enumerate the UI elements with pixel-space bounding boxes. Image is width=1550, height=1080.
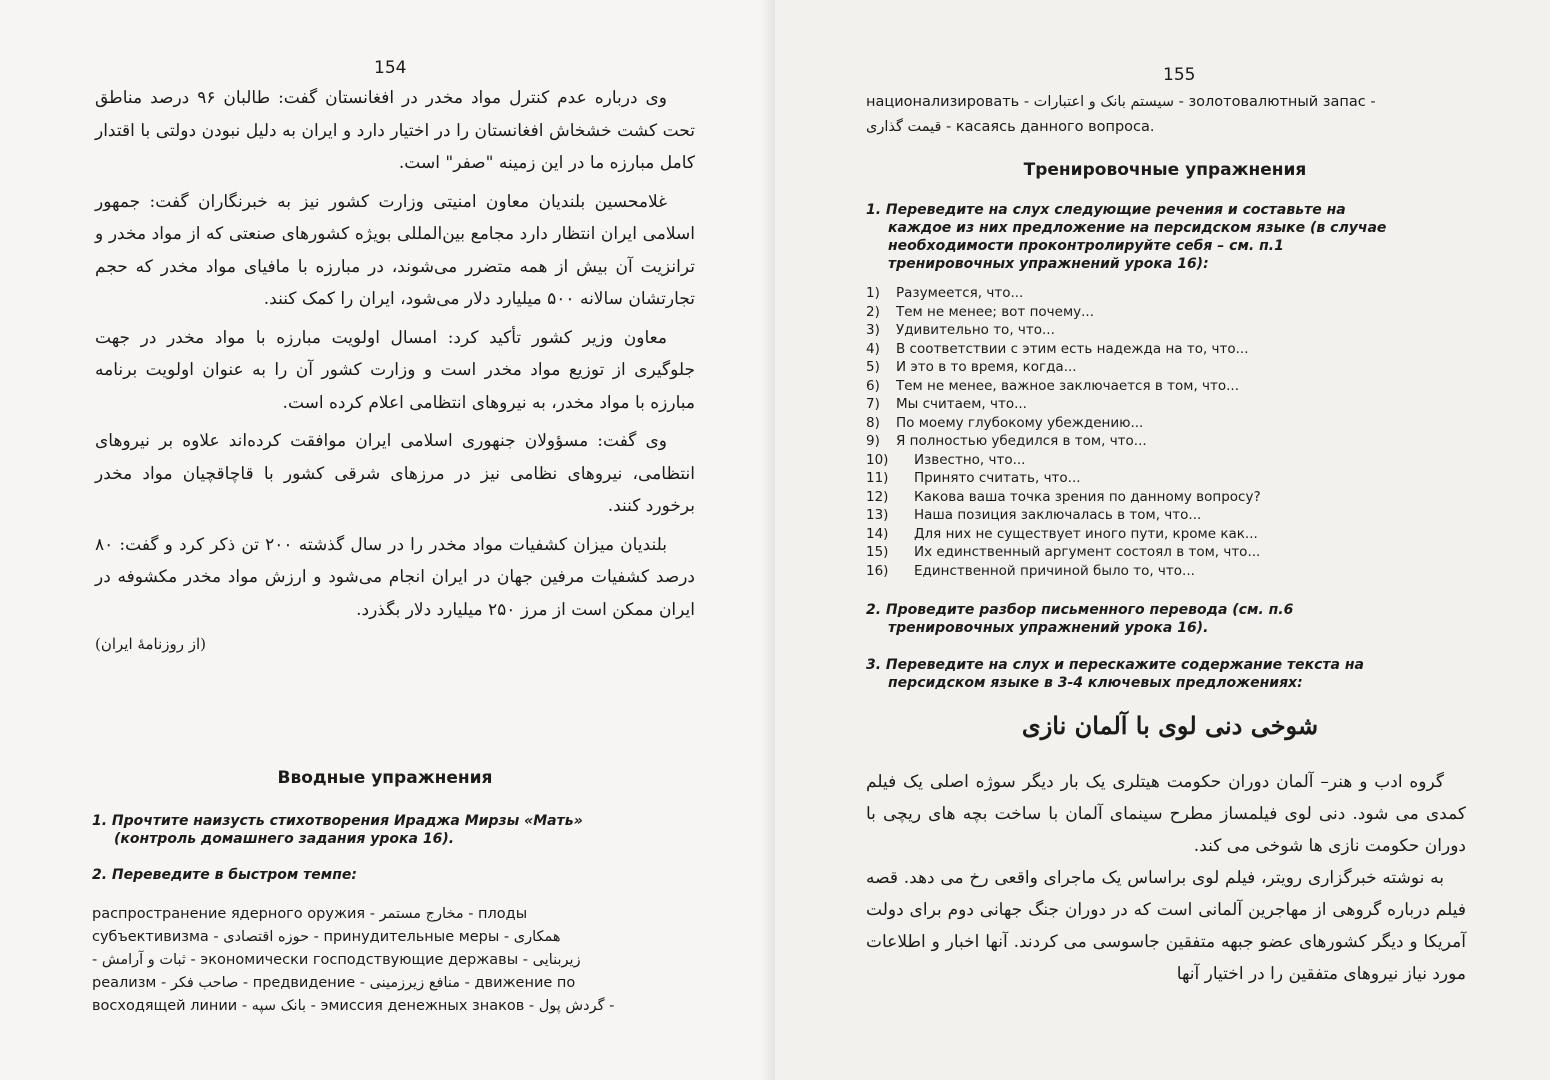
task-2: 2. Переведите в быстром темпе: (92, 867, 357, 883)
task-line: каждое из них предложение на персидском языке (в случае (888, 220, 1387, 236)
list-item-number: 10) (866, 451, 889, 468)
task-1 (92, 812, 583, 848)
vocab-line: национализировать - سیستم بانک و اعتبارات - золотовалютный запас - (866, 94, 1376, 110)
list-item-number: 15) (866, 544, 889, 560)
task-line: 3. Переведите на слух и перескажите содержание текста на (866, 657, 1364, 673)
text-paragraph: به نوشته خبرگزاری رویتر، فیلم لوی براساس یک ماجرای واقعی رخ می دهد. قصه فیلم درباره گروهی از مهاجرین آلمانی است که در دوران جنگ جهانی دوم برای دولت آمریکا و دیگر کشورهای عضو جبهه متفقین جاسوسی می کردند. آنها اخبار و اطلاعات مورد نیاز نیروهای متفقین را در اختیار آنها (866, 868, 1466, 984)
phrase-list (866, 284, 1261, 580)
list-item (866, 525, 1261, 544)
persian-text (866, 766, 1466, 990)
vocab-line: распространение ядерного оружия - مخارج مستمر - плоды (92, 906, 528, 922)
list-item-text: Какова ваша точка зрения по данному вопросу? (914, 488, 1261, 505)
list-item-text: Тем не менее, важное заключается в том, что... (896, 377, 1239, 394)
list-item (866, 451, 1261, 470)
list-item-number: 3) (866, 322, 880, 338)
list-item (866, 377, 1261, 396)
text-paragraph: گروه ادب و هنر– آلمان دوران حکومت هیتلری یک بار دیگر سوژه اصلی یک فیلم کمدی می شود. دنی لوی فیلمساز مطرح سینمای آلمان با ساخت بچه های ریچی با دوران حکومت نازی ها شوخی می کند. (866, 772, 1466, 856)
list-item (866, 562, 1261, 581)
list-item-number: 16) (866, 562, 889, 579)
list-item-number: 8) (866, 414, 880, 431)
list-item (866, 543, 1261, 562)
list-item-text: Наша позиция заключалась в том, что... (914, 507, 1202, 523)
vocab-line: восходящей линии - بانک سپه - эмиссия денежных знаков - گردش پول - (92, 998, 615, 1014)
section-heading-introductory: Вводные упражнения (277, 768, 493, 788)
task-line: тренировочных упражнений урока 16). (888, 620, 1209, 636)
list-item-text: Разумеется, что... (896, 285, 1024, 301)
list-item-number: 5) (866, 359, 880, 375)
list-item-text: Единственной причиной было то, что... (914, 562, 1195, 579)
list-item-text: Для них не существует иного пути, кроме как... (914, 525, 1258, 542)
list-item-text: Известно, что... (914, 451, 1026, 468)
task-line: персидском языке в 3-4 ключевых предложениях: (888, 675, 1303, 691)
text-title: شوخی دنی لوی با آلمان نازی (1021, 711, 1319, 740)
vocab-line: субъективизма - حوزه اقتصادی - принудительные меры - همکاری (92, 929, 561, 945)
list-item-number: 14) (866, 525, 889, 542)
list-item (866, 488, 1261, 507)
list-item-number: 12) (866, 488, 889, 505)
list-item-text: Удивительно то, что... (896, 322, 1055, 338)
article-paragraph: معاون وزیر کشور تأکید کرد: امسال اولویت مبارزه با مواد مخدر در جهت جلوگیری از توزیع مواد مخدر است و وزارت کشور آن را به عنوان اولویت برنامه مبارزه با مواد مخدر، به نیروهای انتظامی اعلام کرده است. (95, 327, 695, 413)
list-item-number: 11) (866, 470, 889, 486)
list-item-number: 4) (866, 340, 880, 357)
list-item-number: 6) (866, 377, 880, 394)
list-item (866, 395, 1261, 414)
training-task-1 (866, 201, 1386, 273)
list-item-number: 1) (866, 285, 880, 301)
page-number-right: 155 (1163, 65, 1196, 85)
task-line: 1. Переведите на слух следующие речения и составьте на (866, 202, 1346, 218)
list-item-text: И это в то время, когда... (896, 359, 1077, 375)
list-item (866, 284, 1261, 303)
training-task-2 (866, 601, 1293, 637)
list-item-text: Их единственный аргумент состоял в том, что... (914, 544, 1261, 560)
page-number-left: 154 (374, 58, 407, 78)
list-item-text: Мы считаем, что... (896, 396, 1027, 412)
task-line: необходимости проконтролируйте себя – см. п.1 (888, 238, 1284, 254)
list-item (866, 358, 1261, 377)
article-paragraph: وی درباره عدم کنترل مواد مخدر در افغانستان گفت: طالبان ۹۶ درصد مناطق تحت کشت خشخاش افغانستان را در اختیار دارد و ایران به دلیل نبودن دولتی با اقتدار کامل مبارزه ما در این زمینه "صفر" است. (95, 88, 695, 173)
section-heading-training: Тренировочные упражнения (1023, 160, 1307, 180)
right-top-vocab (866, 90, 1466, 140)
list-item (866, 340, 1261, 359)
list-item (866, 303, 1261, 322)
training-task-3 (866, 656, 1364, 692)
list-item-number: 9) (866, 433, 880, 449)
list-item-text: В соответствии с этим есть надежда на то, что... (896, 340, 1249, 357)
article-paragraph: غلامحسین بلندیان معاون امنیتی وزارت کشور نیز به خبرنگاران گفت: جمهور اسلامی ایران انتظار دارد مجامع بین‌المللی بویژه کشورهای صنعتی که از مواد مخدر و ترانزیت آن بیش از همه متضرر می‌شوند، در مبارزه با مافیای مواد مخدر که حجم تجارتشان سالانه ۵۰۰ میلیارد دلار می‌شود، ایران را کمک کنند. (95, 191, 695, 309)
list-item (866, 506, 1261, 525)
list-item-text: По моему глубокому убеждению... (896, 414, 1144, 431)
list-item (866, 432, 1261, 451)
article-source: (از روزنامهٔ ایران) (95, 635, 207, 653)
list-item (866, 321, 1261, 340)
article-paragraph: وی گفت: مسؤولان جنهوری اسلامی ایران موافقت کرده‌اند علاوه بر نیروهای انتظامی، نیروهای نظامی نیز در مرزهای شرقی کشور با قاچاقچیان مواد مخدر برخورد کنند. (95, 431, 695, 516)
vocab-list (92, 903, 692, 1018)
task-1-line: 1. Прочтите наизусть стихотворения Ираджа Мирзы «Мать» (92, 813, 583, 829)
task-line: тренировочных упражнений урока 16): (888, 256, 1209, 272)
persian-article (95, 82, 695, 661)
list-item-number: 7) (866, 396, 880, 412)
task-line: 2. Проведите разбор письменного перевода (см. п.6 (866, 602, 1294, 618)
list-item-number: 13) (866, 507, 889, 523)
vocab-line: реализм - صاحب فکر - предвидение - منافع زیرزمینی - движение по (92, 975, 576, 991)
vocab-line: قیمت گذاری - касаясь данного вопроса. (866, 119, 1155, 135)
list-item (866, 469, 1261, 488)
article-paragraph: بلندیان میزان کشفیات مواد مخدر را در سال گذشته ۲۰۰ تن ذکر کرد و گفت: ۸۰ درصد کشفیات مرفین جهان در ایران انجام می‌شود و ارزش مواد مخدر مکشوفه در ایران ممکن است از مرز ۲۵۰ میلیارد دلار بگذرد. (95, 534, 695, 620)
task-1-line: (контроль домашнего задания урока 16). (114, 831, 455, 847)
list-item-text: Принято считать, что... (914, 470, 1081, 486)
list-item-number: 2) (866, 303, 880, 320)
vocab-line: - ثبات و آرامش - экономически господствующие державы - زیربنایی (92, 952, 581, 968)
list-item-text: Тем не менее; вот почему... (896, 303, 1095, 320)
list-item-text: Я полностью убедился в том, что... (896, 433, 1147, 449)
list-item (866, 414, 1261, 433)
